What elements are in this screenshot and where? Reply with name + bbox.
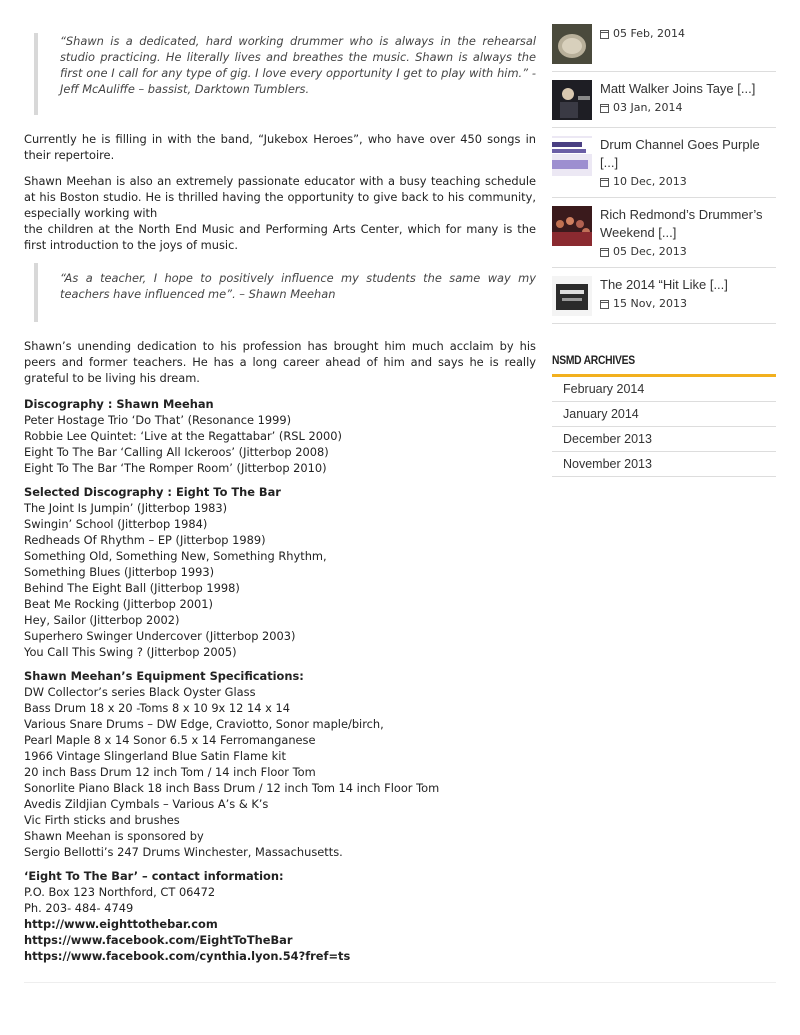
paragraph-educator-part1: Shawn Meehan is also an extremely passionate educator with a busy teaching schedule at his Boston studio. He is thrilled having the opportunity to give back to his community, especially working with (24, 174, 536, 220)
website-link[interactable]: http://www.eighttothebar.com (24, 917, 218, 931)
calendar-icon (600, 178, 609, 187)
post-title-link[interactable]: Matt Walker Joins Taye [...] (600, 81, 756, 96)
sidebar (552, 0, 776, 477)
contact-address: P.O. Box 123 Northford, CT 06472 (24, 885, 216, 899)
selected-item: Superhero Swinger Undercover (Jitterbop 2003) (24, 629, 296, 643)
post-thumbnail[interactable] (552, 80, 592, 120)
selected-discography-heading: Selected Discography : Eight To The Bar (24, 485, 281, 499)
recent-post[interactable] (552, 268, 776, 324)
post-date: 05 Dec, 2013 (600, 244, 776, 260)
recent-post[interactable] (552, 72, 776, 128)
contact-phone: Ph. 203- 484- 4749 (24, 901, 134, 915)
recent-post[interactable] (552, 0, 776, 72)
post-title-link[interactable]: Rich Redmond’s Drummer’s Weekend [...] (600, 207, 763, 240)
calendar-icon (600, 104, 609, 113)
discography-item: Robbie Lee Quintet: ‘Live at the Regattabar’ (RSL 2000) (24, 429, 342, 443)
archives-heading: NSMD ARCHIVES (552, 352, 776, 377)
post-thumbnail[interactable] (552, 136, 592, 176)
discography-item: Eight To The Bar ‘The Romper Room’ (Jitterbop 2010) (24, 461, 327, 475)
calendar-icon (600, 30, 609, 39)
discography-item: Eight To The Bar ‘Calling All Ickeroos’ (Jitterbop 2008) (24, 445, 329, 459)
calendar-icon (600, 248, 609, 257)
recent-post[interactable] (552, 128, 776, 198)
equipment-item: Bass Drum 18 x 20 -Toms 8 x 10 9x 12 14 x 14 (24, 701, 291, 715)
paragraph-jukebox: Currently he is filling in with the band, “Jukebox Heroes”, who have over 450 songs in their repertoire. (24, 132, 536, 162)
selected-discography-section (24, 484, 536, 660)
equipment-item: 20 inch Bass Drum 12 inch Tom / 14 inch Floor Tom (24, 765, 316, 779)
selected-item: Redheads Of Rhythm – EP (Jitterbop 1989) (24, 533, 266, 547)
facebook-profile-link[interactable]: https://www.facebook.com/cynthia.lyon.54?fref=ts (24, 949, 351, 963)
equipment-item: Shawn Meehan is sponsored by (24, 829, 204, 843)
discography-item: Peter Hostage Trio ‘Do That’ (Resonance 1999) (24, 413, 292, 427)
selected-item: Beat Me Rocking (Jitterbop 2001) (24, 597, 213, 611)
contact-section (24, 868, 536, 964)
blockquote-teacher (34, 263, 536, 322)
equipment-item: Vic Firth sticks and brushes (24, 813, 180, 827)
equipment-item: Avedis Zildjian Cymbals – Various A’s & K’s (24, 797, 269, 811)
post-title-link[interactable]: The 2014 “Hit Like [...] (600, 277, 728, 292)
discography-heading: Discography : Shawn Meehan (24, 397, 214, 411)
archive-link[interactable]: January 2014 (552, 402, 776, 427)
blockquote-mcauliffe (34, 33, 536, 115)
selected-item: You Call This Swing ? (Jitterbop 2005) (24, 645, 237, 659)
equipment-item: Sergio Bellotti’s 247 Drums Winchester, Massachusetts. (24, 845, 343, 859)
selected-item: Swingin’ School (Jitterbop 1984) (24, 517, 208, 531)
equipment-item: DW Collector’s series Black Oyster Glass (24, 685, 256, 699)
post-thumbnail[interactable] (552, 24, 592, 64)
facebook-link[interactable]: https://www.facebook.com/EightToTheBar (24, 933, 293, 947)
selected-item: The Joint Is Jumpin’ (Jitterbop 1983) (24, 501, 228, 515)
archive-link[interactable]: November 2013 (552, 452, 776, 477)
selected-item: Behind The Eight Ball (Jitterbop 1998) (24, 581, 240, 595)
calendar-icon (600, 300, 609, 309)
post-date: 15 Nov, 2013 (600, 296, 776, 312)
paragraph-dedication: Shawn’s unending dedication to his profession has brought him much acclaim by his peers and former teachers. He has a long career ahead of him and says he is really grateful to be living his dream. (24, 339, 536, 385)
quote-text: “As a teacher, I hope to positively influence my students the same way my teachers have influenced me”. – Shawn Meehan (60, 271, 536, 301)
equipment-heading: Shawn Meehan’s Equipment Specifications: (24, 669, 304, 683)
selected-item: Something Old, Something New, Something Rhythm, (24, 549, 327, 563)
contact-heading: ‘Eight To The Bar’ – contact information: (24, 869, 284, 883)
selected-item: Something Blues (Jitterbop 1993) (24, 565, 215, 579)
equipment-item: Various Snare Drums – DW Edge, Craviotto, Sonor maple/birch, (24, 717, 384, 731)
quote-text: “Shawn is a dedicated, hard working drummer who is always in the rehearsal studio practicing. He literally lives and breathes the music. Shawn is always the first one I call for any type of gig. I love every opportunity I get to play with him.” - Jeff McAuliffe – bassist, Darktown Tumblers. (60, 34, 536, 96)
post-title-link[interactable]: Drum Channel Goes Purple [...] (600, 137, 760, 170)
post-date: 10 Dec, 2013 (600, 174, 776, 190)
post-date: 03 Jan, 2014 (600, 100, 776, 116)
archive-link[interactable]: December 2013 (552, 427, 776, 452)
paragraph-educator-part2: the children at the North End Music and Performing Arts Center, which for many is the first introduction to the joys of music. (24, 222, 536, 252)
footer-divider (24, 982, 776, 983)
recent-post[interactable] (552, 198, 776, 268)
equipment-item: Pearl Maple 8 x 14 Sonor 6.5 x 14 Ferromanganese (24, 733, 316, 747)
equipment-item: Sonorlite Piano Black 18 inch Bass Drum / 12 inch Tom 14 inch Floor Tom (24, 781, 440, 795)
post-date: 05 Feb, 2014 (600, 26, 776, 42)
selected-item: Hey, Sailor (Jitterbop 2002) (24, 613, 180, 627)
equipment-item: 1966 Vintage Slingerland Blue Satin Flame kit (24, 749, 286, 763)
post-thumbnail[interactable] (552, 276, 592, 316)
paragraph-educator (24, 173, 536, 253)
equipment-section (24, 668, 536, 860)
archive-link[interactable]: February 2014 (552, 377, 776, 402)
article-body (24, 0, 536, 972)
post-thumbnail[interactable] (552, 206, 592, 246)
discography-section (24, 396, 536, 476)
